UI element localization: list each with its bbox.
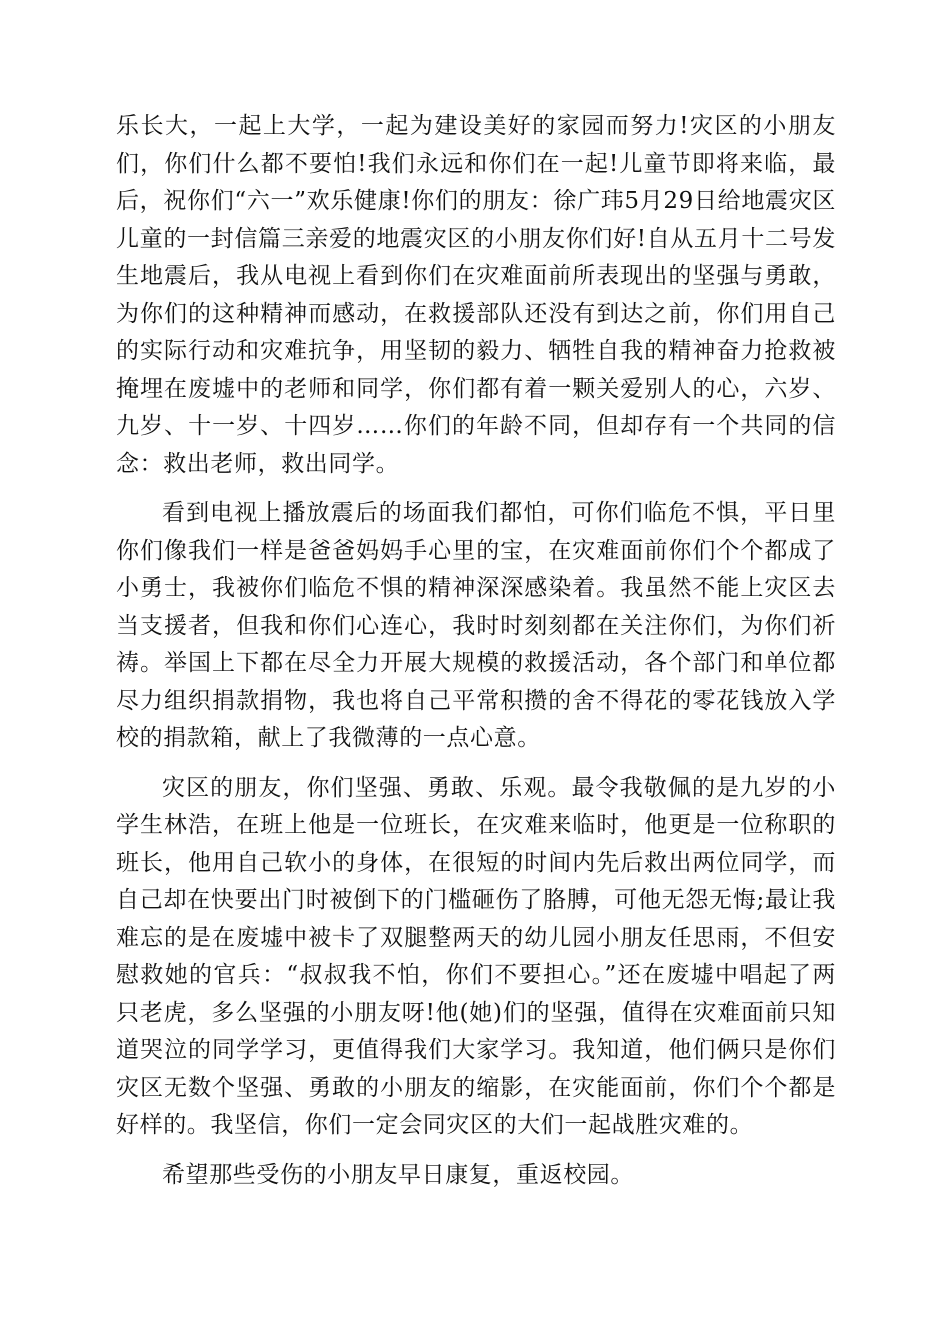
paragraph: 看到电视上播放震后的场面我们都怕，可你们临危不惧，平日里你们像我们一样是爸爸妈妈手心里的宝，在灾难面前你们个个都成了小勇士，我被你们临危不惧的精神深深感染着。我虽然不能上灾区去当支援者，但我和你们心连心，我时时刻刻都在关注你们，为你们祈祷。举国上下都在尽全力开展大规模的救援活动，各个部门和单位都尽力组织捐款捐物，我也将自己平常积攒的舍不得花的零花钱放入学校的捐款箱，献上了我微薄的一点心意。 xyxy=(116,500,836,751)
paragraph: 灾区的朋友，你们坚强、勇敢、乐观。最令我敬佩的是九岁的小学生林浩，在班上他是一位班长，在灾难来临时，他更是一位称职的班长，他用自己软小的身体，在很短的时间内先后救出两位同学，而自己却在快要出门时被倒下的门槛砸伤了胳膊，可他无怨无悔;最让我难忘的是在废墟中被卡了双腿整两天的幼儿园小朋友任思雨，不但安慰救她的官兵：“叔叔我不怕，你们不要担心。”还在废墟中唱起了两只老虎，多么坚强的小朋友呀!他(她)们的坚强，值得在灾难面前只知道哭泣的同学学习，更值得我们大家学习。我知道，他们俩只是你们灾区无数个坚强、勇敢的小朋友的缩影，在灾能面前，你们个个都是好样的。我坚信，你们一定会同灾区的大们一起战胜灾难的。 xyxy=(116,774,836,1138)
paragraph-continued: 乐长大，一起上大学，一起为建设美好的家园而努力!灾区的小朋友们，你们什么都不要怕!我们永远和你们在一起!儿童节即将来临，最后，祝你们“六一”欢乐健康!你们的朋友：徐广玮5月29日给地震灾区儿童的一封信篇三亲爱的地震灾区的小朋友你们好!自从五月十二号发生地震后，我从电视上看到你们在灾难面前所表现出的坚强与勇敢，为你们的这种精神而感动，在救援部队还没有到达之前，你们用自己的实际行动和灾难抗争，用坚韧的毅力、牺牲自我的精神奋力抢救被掩埋在废墟中的老师和同学，你们都有着一颗关爱别人的心，六岁、九岁、十一岁、十四岁……你们的年龄不同，但却存有一个共同的信念：救出老师，救出同学。 xyxy=(116,113,836,477)
letter-body xyxy=(116,108,836,1194)
paragraph: 希望那些受伤的小朋友早日康复，重返校园。 xyxy=(162,1161,634,1188)
